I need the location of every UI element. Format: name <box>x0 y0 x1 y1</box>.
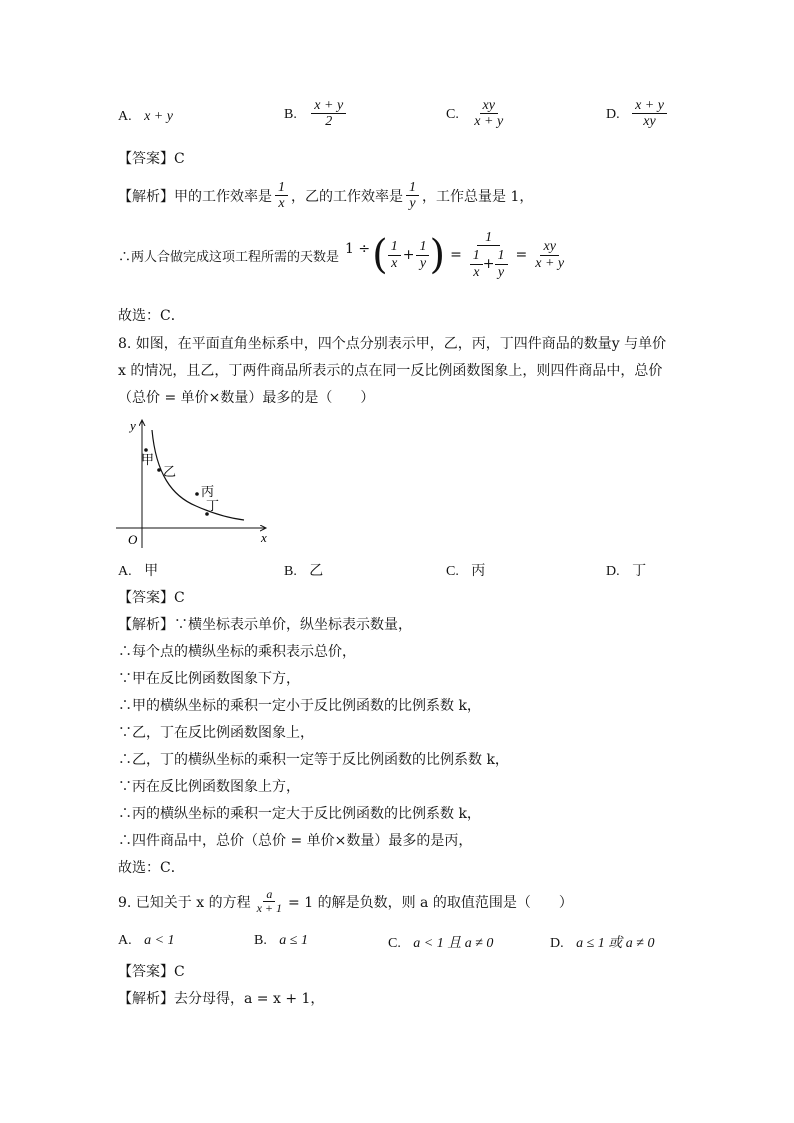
q9-answer: 【答案】C <box>118 964 185 980</box>
fraction-numerator: 1 <box>416 239 429 255</box>
q7-option-c <box>446 98 506 130</box>
analysis-text: ，乙的工作效率是 <box>291 188 403 205</box>
q8-stem-line-1: 8. 如图，在平面直角坐标系中，四个点分别表示甲，乙，丙，丁四件商品的数量y 与单价 <box>118 336 667 352</box>
fraction-denominator: y <box>409 196 416 212</box>
q7-therefore-line <box>118 230 567 280</box>
x-axis-label: x <box>261 530 267 545</box>
q8-analysis-line-9: ∴四件商品中，总价（总价 = 单价×数量）最多的是丙， <box>118 833 473 849</box>
q8-analysis-line-5: ∵乙，丁在反比例函数图象上， <box>118 725 314 741</box>
option-letter: D. <box>606 564 620 579</box>
fraction-denominator: xy <box>643 114 656 130</box>
fraction-denominator: x + 1 <box>256 901 283 916</box>
label-bing: 丙 <box>201 484 215 499</box>
q8-stem-line-3: （总价 = 单价×数量）最多的是（ ） <box>118 390 375 406</box>
fraction-numerator: 1 <box>406 180 419 196</box>
q8-analysis-line-10: 故选：C． <box>118 860 185 876</box>
option-letter: D. <box>606 106 620 122</box>
compound-fraction <box>467 230 511 280</box>
q7-choose: 故选：C． <box>118 308 185 324</box>
q8-option-d <box>606 560 646 580</box>
fraction-numerator: 1 <box>495 248 508 264</box>
option-text: 丙 <box>471 563 486 579</box>
fraction-numerator: xy <box>480 98 498 114</box>
q9-option-c <box>388 932 493 952</box>
fraction-numerator: xy <box>540 239 558 255</box>
plus-sign: + <box>402 247 415 264</box>
q8-coordinate-figure <box>116 414 276 550</box>
q9-stem <box>118 888 573 915</box>
fraction-denominator: x <box>473 264 480 280</box>
equals-sign: = <box>515 247 528 264</box>
therefore-text: ∴两人合做完成这项工程所需的天数是 <box>118 249 340 265</box>
q9-stem-text: = 1 的解是负数，则 a 的取值范围是（ ） <box>288 894 573 911</box>
fraction-numerator: 1 <box>275 180 288 196</box>
origin-label: O <box>128 532 138 547</box>
result-fraction <box>532 239 567 271</box>
fraction-denominator: y <box>497 264 505 280</box>
q8-option-b <box>284 560 323 580</box>
point-yi <box>157 468 161 472</box>
q8-analysis-line-1: 【解析】∵横坐标表示单价，纵坐标表示数量， <box>118 617 412 633</box>
one-divided-by: 1 ÷ <box>345 241 371 258</box>
compound-numerator: 1 <box>477 230 500 246</box>
option-letter: A. <box>118 933 132 948</box>
option-fraction <box>311 98 346 130</box>
option-letter: C. <box>446 106 459 122</box>
option-text: a < 1 <box>144 933 175 948</box>
option-letter: A. <box>118 109 132 124</box>
compound-denominator <box>467 246 511 280</box>
fraction-1-over-x <box>275 180 288 212</box>
fraction-denominator: y <box>419 255 427 271</box>
q8-analysis-line-2: ∴每个点的横纵坐标的乘积表示总价， <box>118 644 356 660</box>
fraction-numerator: x + y <box>311 98 346 114</box>
option-letter: A. <box>118 564 132 579</box>
option-letter: B. <box>284 106 297 122</box>
fraction-numerator: a <box>263 888 275 902</box>
analysis-text: ，工作总量是 1， <box>422 188 534 205</box>
q7-answer: 【答案】C <box>118 151 185 167</box>
fraction-1-over-x <box>470 248 483 280</box>
q8-option-a <box>118 560 158 580</box>
option-letter: C. <box>388 936 401 951</box>
fraction-1-over-y <box>406 180 419 212</box>
q7-analysis-line <box>118 180 533 212</box>
option-expr: x + y <box>144 109 173 124</box>
fraction-1-over-y <box>495 248 508 280</box>
q8-analysis-line-6: ∴乙，丁的横纵坐标的乘积一定等于反比例函数的比例系数 k， <box>118 752 509 768</box>
q7-option-a <box>118 108 173 125</box>
fraction-denominator: x <box>278 196 285 212</box>
fraction-numerator: 1 <box>470 248 483 264</box>
plus-sign: + <box>482 255 495 272</box>
y-axis-label: y <box>130 418 136 433</box>
q9-fraction <box>254 888 285 915</box>
q8-stem-line-2: x 的情况，且乙，丁两件商品所表示的点在同一反比例函数图象上，则四件商品中，总价 <box>118 363 663 379</box>
option-fraction <box>632 98 667 130</box>
fraction-numerator: x + y <box>632 98 667 114</box>
option-text: 甲 <box>144 563 159 579</box>
q8-answer: 【答案】C <box>118 590 185 606</box>
fraction-1-over-y <box>416 239 429 271</box>
fraction-denominator: 2 <box>325 114 333 130</box>
label-jia: 甲 <box>141 452 155 467</box>
q9-option-b <box>254 932 308 949</box>
right-paren: ) <box>429 232 446 279</box>
option-text: 乙 <box>309 563 324 579</box>
option-text: a < 1 且 a ≠ 0 <box>413 936 494 951</box>
left-paren: ( <box>372 232 388 279</box>
fraction-denominator: x + y <box>474 114 504 130</box>
point-bing <box>195 492 199 496</box>
fraction-numerator: 1 <box>388 239 401 255</box>
option-letter: C. <box>446 564 459 579</box>
analysis-text: 【解析】甲的工作效率是 <box>118 188 272 205</box>
q9-option-d <box>550 932 654 952</box>
q8-analysis-line-7: ∵丙在反比例函数图象上方， <box>118 779 300 795</box>
option-text: a ≤ 1 或 a ≠ 0 <box>576 936 655 951</box>
q8-analysis-line-4: ∴甲的横纵坐标的乘积一定小于反比例函数的比例系数 k， <box>118 698 481 714</box>
q8-option-c <box>446 560 485 580</box>
label-yi: 乙 <box>163 464 177 479</box>
fraction-denominator: x + y <box>535 255 565 271</box>
fraction-denominator: x <box>391 255 398 271</box>
equals-sign: = <box>450 247 462 264</box>
option-text: a ≤ 1 <box>279 933 308 948</box>
label-ding: 丁 <box>206 498 220 513</box>
q9-option-a <box>118 932 175 949</box>
option-letter: B. <box>284 564 297 579</box>
option-letter: D. <box>550 936 564 951</box>
option-letter: B. <box>254 933 267 948</box>
option-fraction <box>471 98 506 130</box>
q9-stem-text: 9. 已知关于 x 的方程 <box>118 894 251 911</box>
q9-analysis: 【解析】去分母得，a = x + 1， <box>118 991 325 1007</box>
q8-analysis-line-8: ∴丙的横纵坐标的乘积一定大于反比例函数的比例系数 k， <box>118 806 481 822</box>
q7-option-d <box>606 98 667 130</box>
fraction-1-over-x <box>388 239 401 271</box>
option-text: 丁 <box>632 563 647 579</box>
q7-option-b <box>284 98 346 130</box>
q8-analysis-line-3: ∵甲在反比例函数图象下方， <box>118 671 300 687</box>
